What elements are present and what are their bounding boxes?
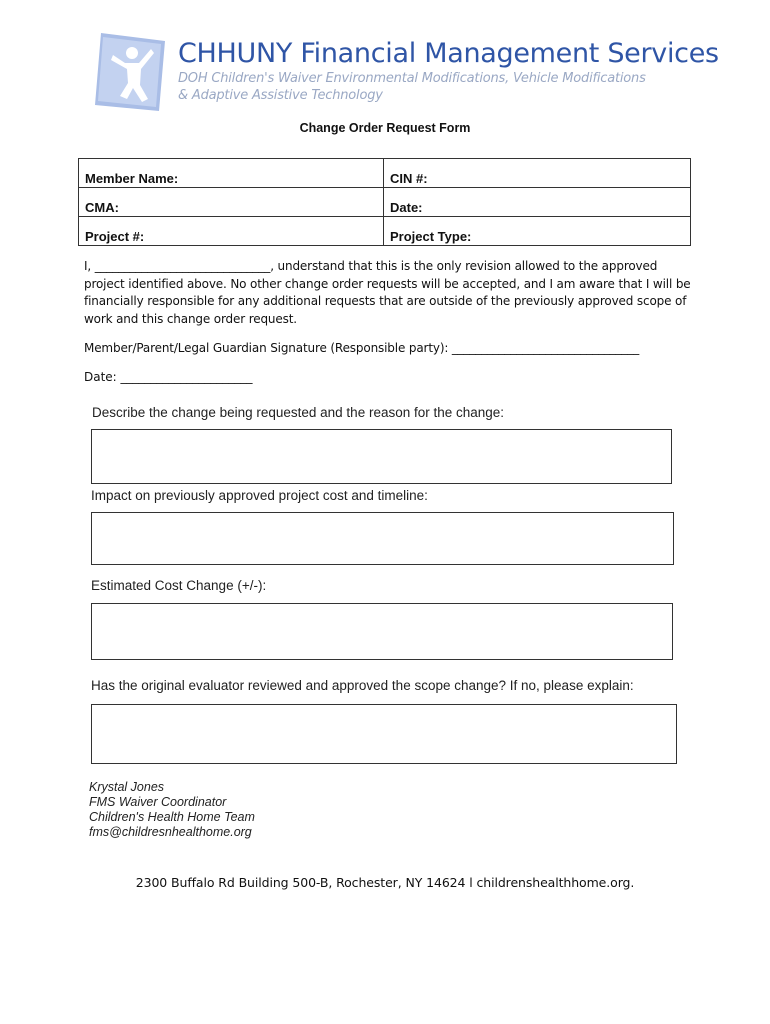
- cma-field[interactable]: CMA:: [79, 188, 384, 217]
- project-type-field[interactable]: Project Type:: [384, 217, 691, 246]
- signature-date-line[interactable]: Date: ______________________: [84, 370, 253, 384]
- cin-field[interactable]: CIN #:: [384, 159, 691, 188]
- contact-name: Krystal Jones: [89, 780, 165, 794]
- contact-email: fms@childresnhealthome.org: [89, 825, 252, 839]
- member-info-table: [78, 158, 691, 246]
- describe-change-box[interactable]: [91, 429, 672, 484]
- footer-address: 2300 Buffalo Rd Building 500-B, Rochester, NY 14624 l childrenshealthhome.org.: [135, 875, 635, 890]
- cost-change-label: Estimated Cost Change (+/-):: [91, 578, 267, 593]
- contact-role: FMS Waiver Coordinator: [89, 795, 227, 809]
- evaluator-review-label: Has the original evaluator reviewed and approved the scope change? If no, please explain:: [91, 678, 634, 693]
- describe-change-label: Describe the change being requested and the reason for the change:: [92, 405, 505, 420]
- responsibility-statement: I, ______________________________, understand that this is the only revision allowed to the approved project identified above. No other change order requests will be accepted, and I am aware that I will be financially responsible for any additional requests that are outside of the previously approved scope of work and this change order request.: [84, 259, 691, 326]
- brand-title: CHHUNY Financial Management Services: [178, 38, 719, 69]
- signature-line[interactable]: Member/Parent/Legal Guardian Signature (Responsible party): ________________________________: [84, 341, 640, 355]
- project-number-field[interactable]: Project #:: [79, 217, 384, 246]
- member-name-field[interactable]: Member Name:: [79, 159, 384, 188]
- contact-block: [89, 780, 255, 840]
- form-title: Change Order Request Form: [299, 121, 471, 135]
- person-figure-logo-icon: [95, 33, 165, 111]
- date-field[interactable]: Date:: [384, 188, 691, 217]
- impact-box[interactable]: [91, 512, 674, 565]
- brand-subtitle-line2: & Adaptive Assistive Technology: [178, 88, 383, 103]
- cost-change-box[interactable]: [91, 603, 673, 660]
- brand-subtitle-line1: DOH Children's Waiver Environmental Modifications, Vehicle Modifications: [178, 71, 646, 86]
- impact-label: Impact on previously approved project cost and timeline:: [91, 488, 428, 503]
- evaluator-review-box[interactable]: [91, 704, 677, 764]
- contact-team: Children's Health Home Team: [89, 810, 255, 824]
